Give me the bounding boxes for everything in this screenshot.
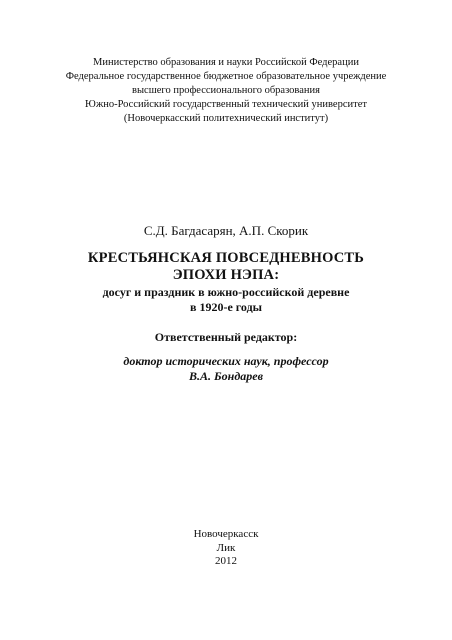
institution-line-institute: (Новочеркасский политехнический институт) [123,113,329,124]
book-subtitle [0,285,452,315]
editor-label: Ответственный редактор: [154,330,298,344]
institution-line-education: высшего профессионального образования [132,85,320,96]
book-subtitle-line-2: в 1920-е годы [189,300,263,314]
book-title-line-1: КРЕСТЬЯНСКАЯ ПОВСЕДНЕВНОСТЬ [87,250,365,266]
institution-line-federal: Федеральное государственное бюджетное образовательное учреждение [65,71,387,82]
editor-credentials: доктор исторических наук, профессор [123,354,329,368]
imprint-city: Новочеркасск [193,528,259,540]
editor-info [0,354,452,384]
institution-line-university: Южно-Российский государственный технический университет [85,99,367,110]
imprint-publisher: Лик [216,541,236,554]
book-subtitle-line-1: досуг и праздник в южно-российской деревне [102,285,350,299]
institution-header [0,56,452,126]
book-title [0,250,452,284]
imprint-year: 2012 [215,555,237,567]
editor-name: В.А. Бондарев [189,369,263,383]
imprint [0,528,452,569]
institution-line-ministry: Министерство образования и науки Российской Федерации [93,57,359,68]
book-title-line-2: ЭПОХИ НЭПА: [172,267,280,283]
authors: С.Д. Багдасарян, А.П. Скорик [143,223,309,238]
